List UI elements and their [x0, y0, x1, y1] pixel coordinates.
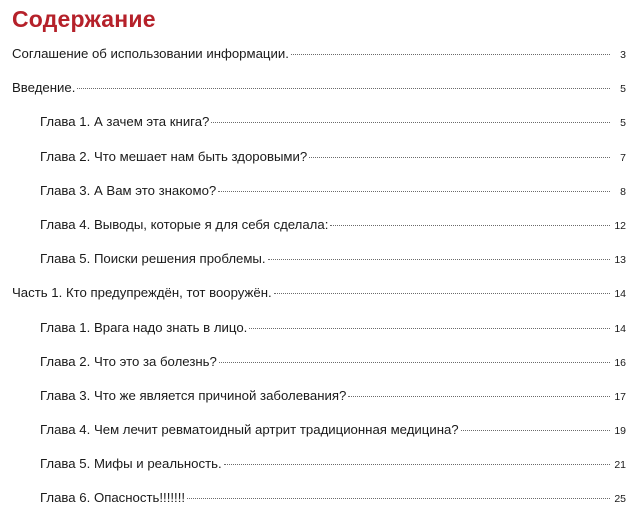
- toc-entry[interactable]: [0, 112, 640, 146]
- toc-page-number: 25: [614, 493, 626, 506]
- toc-entry-text: Глава 3. Что же является причиной заболевания?: [40, 387, 347, 403]
- toc-page-number: 8: [620, 185, 626, 198]
- toc-page-number: 14: [614, 322, 626, 335]
- toc-entry[interactable]: [0, 420, 640, 454]
- dot-leader: [330, 224, 610, 226]
- toc-page-number: 13: [614, 254, 626, 267]
- dot-leader: [218, 190, 610, 192]
- dot-leader: [309, 156, 610, 158]
- toc-entry[interactable]: [0, 44, 640, 78]
- dot-leader: [461, 429, 610, 431]
- toc-page-number: 19: [614, 425, 626, 438]
- dot-leader: [219, 361, 610, 363]
- toc-entry[interactable]: [0, 352, 640, 386]
- toc-entry[interactable]: [0, 147, 640, 181]
- dot-leader: [291, 53, 610, 55]
- dot-leader: [187, 497, 610, 499]
- dot-leader: [348, 395, 610, 397]
- toc-entry-text: Введение.: [12, 80, 76, 96]
- dot-leader: [274, 292, 610, 294]
- toc-entry-text: Глава 2. Что это за болезнь?: [40, 353, 217, 369]
- dot-leader: [249, 327, 610, 329]
- toc-entry-text: Глава 1. А зачем эта книга?: [40, 114, 210, 130]
- toc-page-number: 3: [620, 49, 626, 61]
- toc-page-number: 14: [614, 288, 626, 301]
- toc-entry[interactable]: [0, 488, 640, 522]
- toc-entry-text: Глава 3. А Вам это знакомо?: [40, 182, 217, 198]
- toc-title: Содержание: [12, 6, 156, 32]
- toc-entry-text: Часть 1. Кто предупреждён, тот вооружён.: [12, 285, 272, 301]
- toc-entry-text: Глава 6. Опасность!!!!!!!: [40, 490, 186, 506]
- toc-entry-text: Глава 2. Что мешает нам быть здоровыми?: [40, 148, 308, 164]
- toc-page-number: 5: [620, 117, 626, 130]
- toc-page-number: 12: [614, 219, 626, 232]
- toc-list: [0, 44, 640, 523]
- dot-leader: [211, 121, 610, 123]
- toc-entry-text: Глава 1. Врага надо знать в лицо.: [40, 319, 248, 335]
- toc-page-number: 5: [620, 83, 626, 96]
- toc-page-number: 17: [614, 390, 626, 403]
- toc-entry[interactable]: [0, 78, 640, 112]
- toc-entry[interactable]: [0, 386, 640, 420]
- toc-entry[interactable]: [0, 181, 640, 215]
- toc-entry-text: Глава 5. Мифы и реальность.: [40, 456, 222, 472]
- toc-entry-text: Глава 4. Чем лечит ревматоидный артрит традиционная медицина?: [40, 422, 459, 438]
- toc-page-number: 21: [614, 459, 626, 472]
- toc-entry[interactable]: [0, 215, 640, 249]
- toc-entry-text: Глава 5. Поиски решения проблемы.: [40, 251, 266, 267]
- dot-leader: [224, 463, 610, 465]
- toc-entry[interactable]: [0, 283, 640, 317]
- toc-page-number: 7: [620, 151, 626, 164]
- toc-entry-text: Глава 4. Выводы, которые я для себя сделала:: [40, 216, 329, 232]
- dot-leader: [77, 87, 610, 89]
- toc-page-number: 16: [614, 356, 626, 369]
- dot-leader: [268, 258, 610, 260]
- toc-entry[interactable]: [0, 318, 640, 352]
- toc-entry[interactable]: [0, 249, 640, 283]
- toc-entry[interactable]: [0, 454, 640, 488]
- toc-entry-text: Соглашение об использовании информации.: [12, 46, 289, 61]
